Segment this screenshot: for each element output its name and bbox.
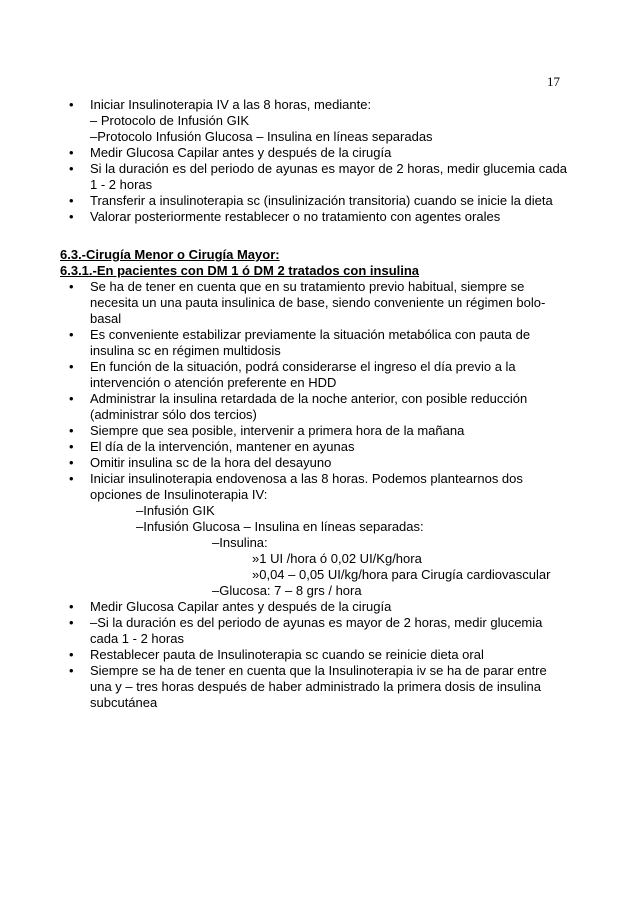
list-item: • Transferir a insulinoterapia sc (insulinización transitoria) cuando se inicie la dieta bbox=[60, 193, 570, 209]
main-list bbox=[60, 279, 570, 711]
list-item: • Restablecer pauta de Insulinoterapia sc cuando se reinicie dieta oral bbox=[60, 647, 570, 663]
section-heading: 6.3.-Cirugía Menor o Cirugía Mayor: bbox=[60, 247, 280, 262]
list-item: • Medir Glucosa Capilar antes y después de la cirugía bbox=[60, 145, 570, 161]
list-item: • En función de la situación, podrá considerarse el ingreso el día previo a la intervención o atención preferente en HDD bbox=[60, 359, 570, 391]
dose-standard: »1 UI /hora ó 0,02 UI/Kg/hora bbox=[252, 551, 422, 566]
subsection-heading: 6.3.1.-En pacientes con DM 1 ó DM 2 tratados con insulina bbox=[60, 263, 420, 278]
list-item: • Si la duración es del periodo de ayunas es mayor de 2 horas, medir glucemia cada 1 - 2 horas bbox=[60, 161, 570, 193]
dose-cardiovascular: »0,04 – 0,05 UI/kg/hora para Cirugía cardiovascular bbox=[252, 567, 551, 582]
document-body bbox=[60, 97, 570, 711]
option-glucosa: –Glucosa: 7 – 8 grs / hora bbox=[212, 583, 362, 598]
option-gik: –Infusión GIK bbox=[136, 503, 215, 518]
list-item: • Siempre que sea posible, intervenir a primera hora de la mañana bbox=[60, 423, 570, 439]
option-insulina: –Insulina: bbox=[212, 535, 268, 550]
option-glucosa-insulina: –Infusión Glucosa – Insulina en líneas separadas: bbox=[136, 519, 424, 534]
list-item: • Medir Glucosa Capilar antes y después de la cirugía bbox=[60, 599, 570, 615]
list-item: • Omitir insulina sc de la hora del desayuno bbox=[60, 455, 570, 471]
list-item: • Administrar la insulina retardada de la noche anterior, con posible reducción (administrar sólo dos tercios) bbox=[60, 391, 570, 423]
intro-list bbox=[60, 97, 570, 225]
list-item: • Siempre se ha de tener en cuenta que la Insulinoterapia iv se ha de parar entre una y – tres horas después de haber administrado la primera dosis de insulina subcutánea bbox=[60, 663, 570, 711]
list-item: • El día de la intervención, mantener en ayunas bbox=[60, 439, 570, 455]
list-item: • Iniciar Insulinoterapia IV a las 8 horas, mediante: – Protocolo de Infusión GIK –Protocolo Infusión Glucosa – Insulina en líneas separadas bbox=[60, 97, 570, 145]
list-item: • Es conveniente estabilizar previamente la situación metabólica con pauta de insulina sc en régimen multidosis bbox=[60, 327, 570, 359]
list-item: • Se ha de tener en cuenta que en su tratamiento previo habitual, siempre se necesita un una pauta insulinica de base, siendo conveniente un régimen bolo-basal bbox=[60, 279, 570, 327]
list-item: • –Si la duración es del periodo de ayunas es mayor de 2 horas, medir glucemia cada 1 - 2 horas bbox=[60, 615, 570, 647]
list-item: • Valorar posteriormente restablecer o no tratamiento con agentes orales bbox=[60, 209, 570, 225]
list-item: • Iniciar insulinoterapia endovenosa a las 8 horas. Podemos plantearnos dos opciones de Insulinoterapia IV: –Infusión GIK –Infusión Glucosa – Insulina en líneas separadas: –Insulina: »1 UI /hora ó 0,02 UI/Kg/hora »0,04 – 0,05 UI/kg/hora para Cirugía cardiovascular –Glucosa: 7 – 8 grs / hora bbox=[60, 471, 570, 599]
page-number: 17 bbox=[547, 74, 560, 89]
